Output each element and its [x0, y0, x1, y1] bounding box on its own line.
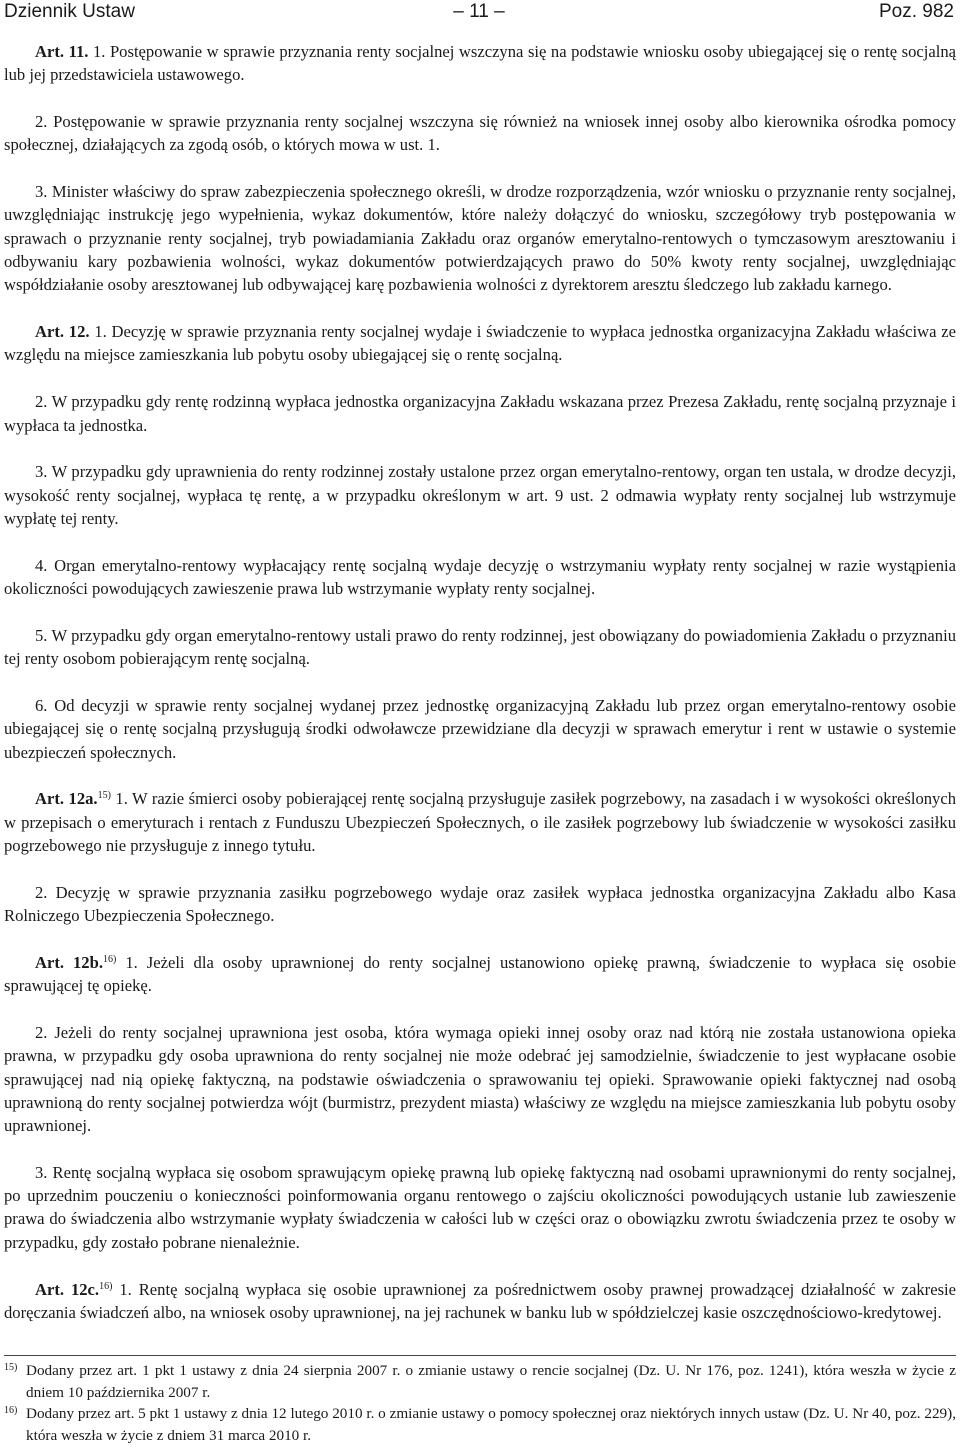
article-label: Art. 12c.	[35, 1279, 100, 1299]
position-number: Poz. 982	[879, 1, 954, 22]
paragraph-text: 2. W przypadku gdy rentę rodzinną wypłaca jednostka organizacyjna Zakładu wskazana przez Prezesa Zakładu, rentę socjalną przyznaje i wypłaca ta jednostka.	[4, 392, 956, 435]
footnotes	[4, 1355, 956, 1446]
paragraph	[4, 390, 956, 437]
paragraph	[4, 180, 956, 296]
footnote-reference: 16)	[99, 1280, 113, 1292]
paragraph	[4, 624, 956, 671]
paragraph	[4, 951, 956, 998]
footnote-number: 15)	[4, 1362, 18, 1373]
paragraph-text: 3. W przypadku gdy uprawnienia do renty rodzinnej zostały ustalone przez organ emerytalno-rentowy, organ ten ustala, w drodze decyzji, wysokość renty socjalnej, wypłaca tę rentę, a w przypadku określonym w art. 9 ust. 2 odmawia wypłaty renty socjalnej lub wstrzymuje wypłatę tej renty.	[4, 462, 956, 528]
paragraph-text: 4. Organ emerytalno-rentowy wypłacający rentę socjalną wydaje decyzję o wstrzymaniu wypłaty renty socjalnej w razie wystąpienia okoliczności powodujących zawieszenie prawa lub wstrzymanie wypłaty renty socjalnej.	[4, 555, 956, 599]
paragraph-text: 1. Postępowanie w sprawie przyznania renty socjalnej wszczyna się na podstawie wniosku osoby ubiegającej się o rentę socjalną lub jej przedstawiciela ustawowego.	[4, 42, 956, 85]
paragraph	[4, 320, 956, 367]
paragraph-text: 1. W razie śmierci osoby pobierającej rentę socjalną przysługuje zasiłek pogrzebowy, na zasadach i w wysokości określonych w przepisach o emeryturach i rentach z Funduszu Ubezpieczeń Społecznych, o ile zasiłek pogrzebowy lub świadczenie w wysokości zasiłku pogrzebowego nie przysługuje z innego tytułu.	[4, 789, 956, 855]
paragraph-text: 2. Jeżeli do renty socjalnej uprawniona jest osoba, która wymaga opieki innej osoby oraz nad którą nie została ustanowiona opieka prawna, w przypadku gdy osoba uprawniona do renty socjalnej nie może odebrać jej samodzielnie, świadczenie to jest wypłacane osobie sprawującej nad nią opiekę faktyczną, na podstawie oświadczenia o sprawowaniu tej opieki. Sprawowanie opieki faktycznej nad osobą uprawnioną do renty socjalnej potwierdza wójt (burmistrz, prezydent miasta) właściwy ze względu na miejsce zamieszkania lub pobytu osoby uprawnionej.	[4, 1022, 956, 1136]
paragraph-text: 2. Decyzję w sprawie przyznania zasiłku pogrzebowego wydaje oraz zasiłek wypłaca jednostka organizacyjna Zakładu albo Kasa Rolniczego Ubezpieczenia Społecznego.	[4, 882, 956, 926]
page-header	[4, 0, 954, 26]
paragraph	[4, 694, 956, 764]
footnote-text: Dodany przez art. 1 pkt 1 ustawy z dnia 24 sierpnia 2007 r. o zmianie ustawy o rencie socjalnej (Dz. U. Nr 176, poz. 1241), która weszła w życie z dniem 10 października 2007 r.	[26, 1362, 956, 1401]
page-number: – 11 –	[453, 1, 505, 22]
article-label: Art. 11.	[35, 42, 89, 61]
paragraph-text: 1. Rentę socjalną wypłaca się osobie uprawnionej za pośrednictwem osoby prawnej prowadzącej działalność w zakresie doręczania świadczeń albo, na wniosek osoby uprawnionej, na jej rachunek w banku lub w spółdzielczej kasie oszczędnościowo-kredytowej.	[4, 1279, 957, 1322]
article-label: Art. 12b.	[35, 952, 103, 972]
paragraph-text: 1. Decyzję w sprawie przyznania renty socjalnej wydaje i świadczenie to wypłaca jednostka organizacyjna Zakładu właściwa ze względu na miejsce zamieszkania lub pobytu osoby ubiegającej się o rentę socjalną.	[4, 322, 956, 365]
paragraph-text: 5. W przypadku gdy organ emerytalno-rentowy ustali prawo do renty rodzinnej, jest obowiązany do powiadomienia Zakładu o przyznaniu tej renty osobom pobierającym rentę socjalną.	[4, 625, 956, 669]
paragraph	[4, 110, 956, 157]
paragraph-text: 2. Postępowanie w sprawie przyznania renty socjalnej wszczyna się również na wniosek innej osoby albo kierownika ośrodka pomocy społecznej, działających za zgodą osób, o których mowa w ust. 1.	[4, 112, 956, 155]
footnote-number: 16)	[4, 1405, 18, 1416]
footnote-reference: 16)	[103, 953, 117, 965]
footnote	[4, 1360, 956, 1403]
paragraph-text: 3. Rentę socjalną wypłaca się osobom sprawującym opiekę prawną lub opiekę faktyczną nad osobami uprawnionymi do renty socjalnej, po uprzednim pouczeniu o konieczności poinformowania organu rentowego o zajściu okoliczności powodujących ustanie lub zawieszenie prawa do świadczenia albo wstrzymanie wypłaty świadczenia w całości lub w części oraz o obowiązku zwrotu świadczenia przez te osoby w przypadku, gdy zostało pobrane nienależnie.	[4, 1162, 956, 1252]
paragraph	[4, 1278, 956, 1325]
paragraph	[4, 460, 956, 530]
document-body	[4, 40, 956, 1348]
footnote-text: Dodany przez art. 5 pkt 1 ustawy z dnia 12 lutego 2010 r. o zmianie ustawy o pomocy społecznej oraz niektórych innych ustaw (Dz. U. Nr 40, poz. 229), która weszła w życie z dniem 31 marca 2010 r.	[26, 1405, 956, 1444]
paragraph	[4, 881, 956, 928]
footnote-reference: 15)	[97, 790, 111, 802]
paragraph	[4, 787, 956, 857]
paragraph	[4, 554, 956, 601]
paragraph	[4, 40, 956, 87]
paragraph-text: 3. Minister właściwy do spraw zabezpieczenia społecznego określi, w drodze rozporządzenia, wzór wniosku o przyznanie renty socjalnej, uwzględniając instrukcję jego wypełnienia, wykaz dokumentów, które należy dołączyć do wniosku, szczegółowy tryb postępowania w sprawach o przyznanie renty socjalnej, tryb powiadamiania Zakładu oraz organów emerytalno-rentowych o tymczasowym aresztowaniu i odbywaniu kary pozbawienia wolności, wykaz dokumentów potwierdzających prawo do 50% kwoty renty socjalnej, uwzględniając współdziałanie osoby aresztowanej lub odbywającej karę pozbawienia wolności z dyrektorem aresztu śledczego lub zakładu karnego.	[4, 182, 956, 295]
paragraph-text: 6. Od decyzji w sprawie renty socjalnej wydanej przez jednostkę organizacyjną Zakładu lub przez organ emerytalno-rentowy osobie ubiegającej się o rentę socjalną przysługują środki odwoławcze przewidziane dla decyzji w sprawach emerytur i rent w ustawie o systemie ubezpieczeń społecznych.	[4, 695, 956, 762]
footnote	[4, 1403, 956, 1446]
paragraph	[4, 1161, 956, 1254]
paragraph-text: 1. Jeżeli dla osoby uprawnionej do renty socjalnej ustanowiono opiekę prawną, świadczenie to wypłaca się osobie sprawującej tę opiekę.	[4, 952, 956, 996]
article-label: Art. 12.	[35, 322, 90, 342]
article-label: Art. 12a.	[35, 789, 98, 809]
journal-title: Dziennik Ustaw	[4, 1, 135, 22]
paragraph	[4, 1021, 956, 1137]
